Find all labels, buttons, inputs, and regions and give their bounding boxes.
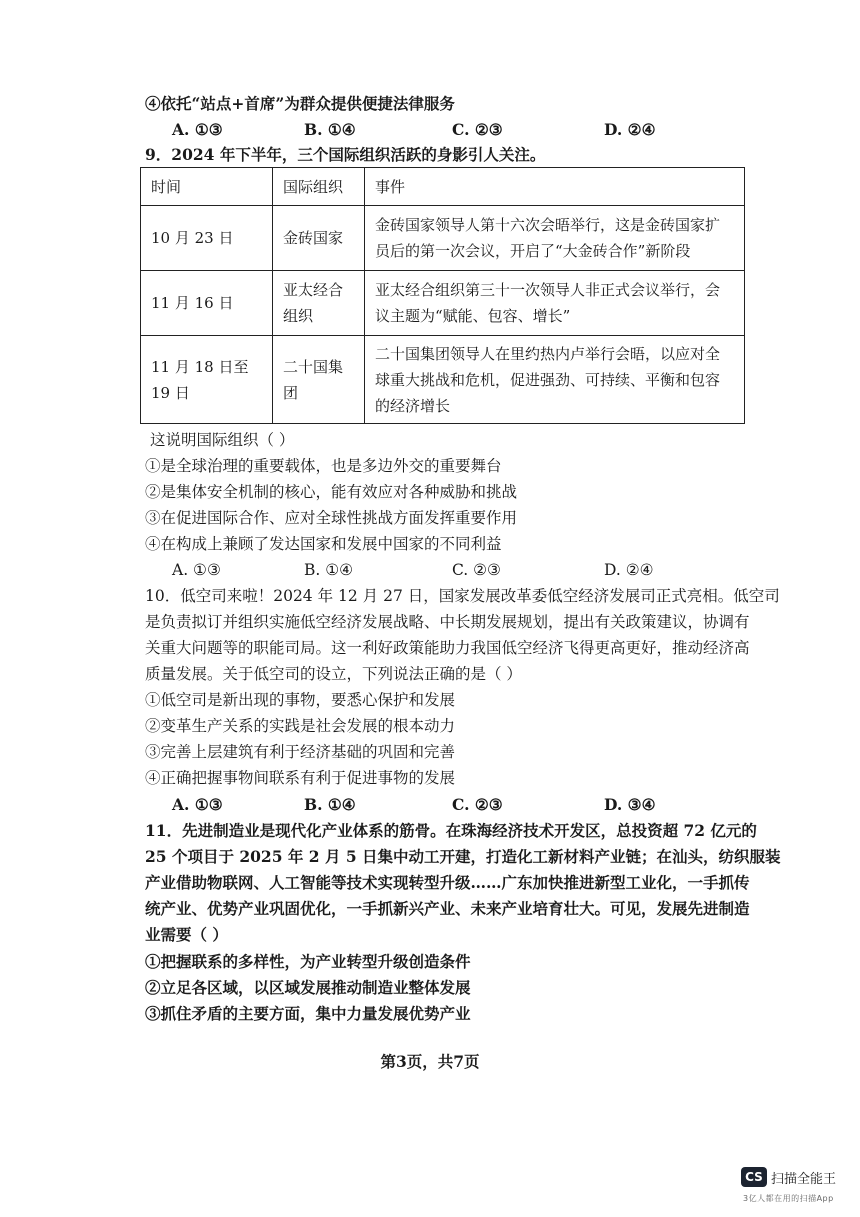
q11-item-2: ②立足各区域，以区域发展推动制造业整体发展 — [145, 978, 471, 997]
q8-option-d: D. ②④ — [604, 120, 656, 139]
table-cell-event: 二十国集团领导人在里约热内卢举行会晤，以应对全球重大挑战和危机，促进强劲、可持续、平衡和包容的经济增长 — [365, 336, 745, 424]
camscanner-logo-icon: CS — [741, 1167, 767, 1187]
table-cell-org: 金砖国家 — [273, 206, 365, 271]
table-row — [141, 336, 745, 424]
q10-stem-line-4: 质量发展。关于低空司的设立，下列说法正确的是（ ） — [145, 665, 522, 683]
q9-option-c: C. ②③ — [452, 561, 501, 579]
page-footer: 第3页，共7页 — [380, 1052, 480, 1071]
q10-stem-line-1: 10．低空司来啦！2024 年 12 月 27 日，国家发展改革委低空经济发展司正式亮相。低空司 — [145, 587, 780, 605]
q10-item-3: ③完善上层建筑有利于经济基础的巩固和完善 — [145, 743, 456, 761]
q11-item-3: ③抓住矛盾的主要方面，集中力量发展优势产业 — [145, 1004, 471, 1023]
q9-item-3: ③在促进国际合作、应对全球性挑战方面发挥重要作用 — [145, 509, 518, 527]
q8-option-c: C. ②③ — [452, 120, 503, 139]
q9-option-d: D. ②④ — [604, 561, 654, 579]
q10-item-1: ①低空司是新出现的事物，要悉心保护和发展 — [145, 691, 456, 709]
q9-option-a: A. ①③ — [172, 561, 221, 579]
table-row — [141, 271, 745, 336]
q9-item-2: ②是集体安全机制的核心，能有效应对各种威胁和挑战 — [145, 483, 518, 501]
q10-option-b: B. ①④ — [304, 795, 356, 814]
q10-item-2: ②变革生产关系的实践是社会发展的根本动力 — [145, 717, 456, 735]
table-header-org: 国际组织 — [273, 168, 365, 206]
q9-option-b: B. ①④ — [304, 561, 354, 579]
table-cell-time: 10 月 23 日 — [141, 206, 273, 271]
q11-item-1: ①把握联系的多样性，为产业转型升级创造条件 — [145, 952, 471, 971]
table-header-row — [141, 168, 745, 206]
q11-stem-line-4: 统产业、优势产业巩固优化，一手抓新兴产业、未来产业培育壮大。可见，发展先进制造 — [145, 899, 750, 918]
q9-prompt: 这说明国际组织（ ） — [150, 431, 295, 449]
watermark-name: 扫描全能王 — [771, 1172, 837, 1187]
table-cell-org: 亚太经合组织 — [273, 271, 365, 336]
table-cell-event: 金砖国家领导人第十六次会晤举行，这是金砖国家扩员后的第一次会议，开启了“大金砖合作”新阶段 — [365, 206, 745, 271]
q10-item-4: ④正确把握事物间联系有利于促进事物的发展 — [145, 769, 456, 787]
q8-option-a: A. ①③ — [172, 120, 223, 139]
table-header-time: 时间 — [141, 168, 273, 206]
q9-stem: 9．2024 年下半年，三个国际组织活跃的身影引人关注。 — [145, 145, 546, 164]
q10-stem-line-3: 关重大问题等的职能司局。这一利好政策能助力我国低空经济飞得更高更好，推动经济高 — [145, 639, 750, 657]
q8-option-b: B. ①④ — [304, 120, 356, 139]
table-cell-event: 亚太经合组织第三十一次领导人非正式会议举行，会议主题为“赋能、包容、增长” — [365, 271, 745, 336]
q11-stem-line-2: 25 个项目于 2025 年 2 月 5 日集中动工开建，打造化工新材料产业链；在汕头，纺织服装 — [145, 847, 781, 866]
q10-option-a: A. ①③ — [172, 795, 223, 814]
q11-stem-line-1: 11．先进制造业是现代化产业体系的筋骨。在珠海经济技术开发区，总投资超 72 亿元的 — [145, 821, 757, 840]
table-header-event: 事件 — [365, 168, 745, 206]
table-cell-time: 11 月 18 日至 19 日 — [141, 336, 273, 424]
table-row — [141, 206, 745, 271]
q11-stem-line-5: 业需要（ ） — [145, 925, 228, 944]
watermark-tagline: 3亿人都在用的扫描App — [743, 1194, 834, 1203]
q9-events-table — [140, 167, 745, 424]
q10-stem-line-2: 是负责拟订并组织实施低空经济发展战略、中长期发展规划，提出有关政策建议，协调有 — [145, 613, 750, 631]
q11-stem-line-3: 产业借助物联网、人工智能等技术实现转型升级……广东加快推进新型工业化，一手抓传 — [145, 873, 750, 892]
table-cell-org: 二十国集团 — [273, 336, 365, 424]
table-cell-time: 11 月 16 日 — [141, 271, 273, 336]
q10-option-c: C. ②③ — [452, 795, 503, 814]
q9-item-1: ①是全球治理的重要载体，也是多边外交的重要舞台 — [145, 457, 502, 475]
q9-item-4: ④在构成上兼顾了发达国家和发展中国家的不同利益 — [145, 535, 502, 553]
q10-option-d: D. ③④ — [604, 795, 656, 814]
q8-item-4: ④依托“站点+首席”为群众提供便捷法律服务 — [145, 94, 455, 113]
